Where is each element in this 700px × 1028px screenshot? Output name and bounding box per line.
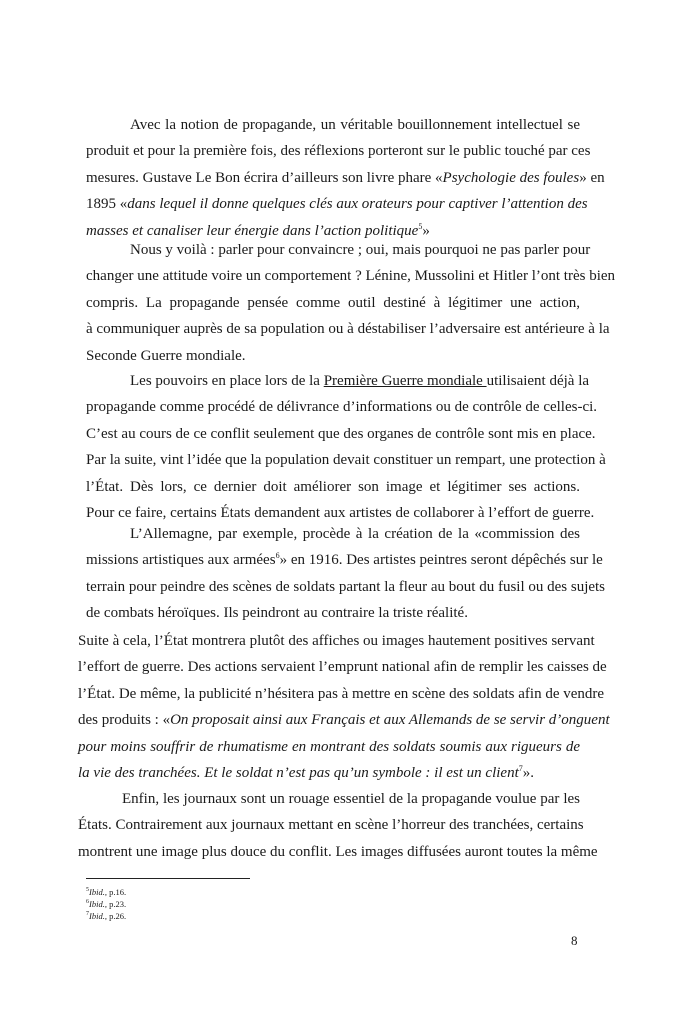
text-line: de combats héroïques. Ils peindront au contraire la triste réalité. [86, 605, 468, 622]
footnote: $^5$Ibid., p.16. [86, 887, 127, 897]
underlined-link: Première Guerre mondiale [323, 373, 487, 389]
book-title: Psychologie des foules [442, 169, 580, 186]
footnote: $^7$Ibid., p.26. [86, 911, 127, 921]
paragraph-1 [86, 112, 605, 244]
text-line: Avec la notion de propagande, un véritable bouillonnement intellectuel se [130, 117, 580, 133]
paragraph-2 [86, 237, 616, 369]
text-line: montrent une image plus douce du conflit. Les images diffusées auront toutes la même [78, 843, 598, 860]
paragraph-4 [86, 521, 606, 627]
quote-text: pour moins souffrir de rhumatisme en montrant des soldats soumis aux rigueurs de [78, 738, 580, 755]
text-line: l’État. De même, la publicité n’hésitera pas à mettre en scène des soldats afin de vendre [78, 685, 605, 702]
text-line: Pour ce faire, certains États demandent aux artistes de collaborer à l’effort de guerre. [86, 504, 595, 521]
text-line: masses et canaliser leur énergie dans l’action politique$^5$» [86, 221, 430, 239]
text-line: Enfin, les journaux sont un rouage essentiel de la propagande voulue par les [122, 791, 580, 807]
text-line: Nous y voilà : parler pour convaincre ; oui, mais pourquoi ne pas parler pour [130, 242, 591, 258]
footnote-separator [86, 878, 250, 879]
footnote-ref: 5 [418, 221, 423, 231]
text-line: produit et pour la première fois, des réflexions porteront sur le public touché par ces [86, 143, 591, 160]
text-line: Les pouvoirs en place lors de la Première Guerre mondiale utilisaient déjà la [130, 373, 590, 389]
text-line: la vie des tranchées. Et le soldat n’est pas qu’un symbole : il est un client$^7$». [78, 763, 534, 781]
quote-text: On proposait ainsi aux Français et aux Allemands de se servir d’onguent [170, 712, 610, 729]
quote-text: masses et canaliser leur énergie dans l’action politique [86, 222, 419, 239]
footnote-ref: 7 [518, 763, 523, 773]
paragraph-5 [78, 628, 610, 786]
text-line: l’État. Dès lors, ce dernier doit améliorer son image et légitimer ses actions. [86, 478, 580, 495]
text-line [78, 734, 580, 760]
text-line: Suite à cela, l’État montrera plutôt des affiches ou images hautement positives servant [78, 633, 595, 649]
text-line: Par la suite, vint l’idée que la population devait constituer un rempart, une protection à [86, 452, 606, 469]
text-line: changer une attitude voire un comportement ? Lénine, Mussolini et Hitler l’ont très bien [86, 268, 616, 285]
text-line: à communiquer auprès de sa population ou à déstabiliser l’adversaire est antérieure à la [86, 321, 610, 338]
text-line: compris. La propagande pensée comme outil destiné à légitimer une action, [86, 294, 580, 311]
footnote-ref: 6 [275, 551, 280, 561]
footnote: $^6$Ibid., p.23. [86, 899, 127, 909]
text-line: Seconde Guerre mondiale. [86, 347, 246, 364]
text-line: missions artistiques aux armées$^6$» en 1916. Des artistes peintres seront dépêchés sur le [86, 551, 603, 569]
text-line: propagande comme procédé de délivrance d’informations ou de contrôle de celles-ci. [86, 399, 598, 416]
page-number: 8 [571, 933, 578, 948]
quote-text: la vie des tranchées. Et le soldat n’est pas qu’un symbole : il est un client [78, 764, 519, 781]
text-line: 1895 «dans lequel il donne quelques clés aux orateurs pour captiver l’attention des [86, 196, 588, 213]
text-line: L’Allemagne, par exemple, procède à la création de la «commission des [130, 526, 580, 542]
text-line: mesures. Gustave Le Bon écrira d’ailleurs son livre phare «Psychologie des foules» en [86, 169, 605, 186]
text-line: l’effort de guerre. Des actions servaient l’emprunt national afin de remplir les caisses de [78, 659, 607, 676]
text-line: des produits : «On proposait ainsi aux Français et aux Allemands de se servir d’onguent [78, 712, 610, 729]
text-line: C’est au cours de ce conflit seulement que des organes de contrôle sont mis en place. [86, 425, 596, 442]
text-line: terrain pour peindre des scènes de soldats partant la fleur au bout du fusil ou des sujets [86, 578, 606, 595]
quote-text: dans lequel il donne quelques clés aux orateurs pour captiver l’attention des [127, 196, 588, 213]
text-line: États. Contrairement aux journaux mettant en scène l’horreur des tranchées, certains [78, 817, 584, 834]
paragraph-6 [78, 786, 598, 865]
paragraph-3 [86, 368, 606, 526]
